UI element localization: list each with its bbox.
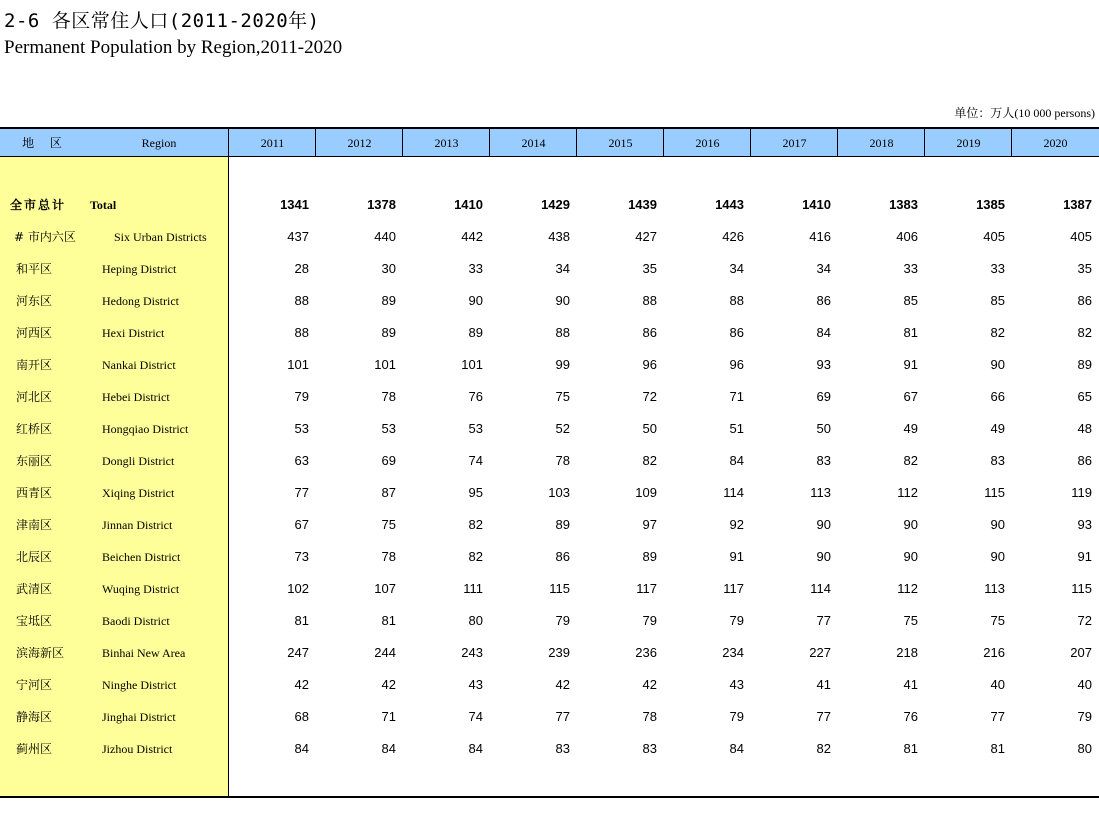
header-year-2016: 2016 [695, 136, 720, 150]
table-row [0, 605, 1099, 637]
population-value-2016: 426 [722, 229, 744, 244]
population-value-2011: 67 [294, 517, 309, 532]
region-name-cn: 河西区 [16, 326, 53, 340]
population-value-2019: 90 [990, 517, 1005, 532]
header-year-2018: 2018 [869, 136, 894, 150]
population-value-2015: 83 [642, 741, 657, 756]
region-name-cn: 滨海新区 [16, 646, 65, 660]
population-value-2011: 77 [294, 485, 309, 500]
region-name-en: Ninghe District [102, 678, 177, 692]
population-value-2018: 81 [903, 325, 918, 340]
population-value-2016: 96 [729, 357, 744, 372]
header-year-2019: 2019 [956, 136, 981, 150]
population-value-2016: 79 [729, 709, 744, 724]
header-region-en: Region [141, 136, 177, 150]
population-value-2017: 82 [816, 741, 831, 756]
population-value-2016: 234 [722, 645, 744, 660]
population-value-2017: 69 [816, 389, 831, 404]
population-value-2018: 75 [903, 613, 918, 628]
population-value-2013: 101 [461, 357, 483, 372]
population-value-2018: 33 [903, 261, 918, 276]
population-value-2013: 243 [461, 645, 483, 660]
population-value-2012: 440 [374, 229, 396, 244]
population-value-2014: 86 [555, 549, 570, 564]
population-value-2020: 119 [1071, 485, 1092, 500]
population-value-2014: 99 [555, 357, 570, 372]
population-value-2015: 82 [642, 453, 657, 468]
region-name-en: Jinnan District [102, 518, 173, 532]
population-value-2014: 75 [555, 389, 570, 404]
population-value-2014: 52 [555, 421, 570, 436]
population-value-2011: 101 [287, 357, 309, 372]
header-year-2014: 2014 [521, 136, 546, 150]
population-value-2011: 84 [294, 741, 309, 756]
population-value-2011: 437 [287, 229, 309, 244]
table-row [0, 573, 1099, 605]
population-value-2020: 65 [1077, 389, 1092, 404]
population-value-2013: 80 [468, 613, 483, 628]
population-value-2015: 109 [635, 485, 657, 500]
population-value-2012: 75 [381, 517, 396, 532]
region-name-cn: 全市总计 [10, 198, 67, 212]
table-row-total [0, 189, 1099, 221]
table-header [0, 127, 1099, 157]
population-value-2013: 90 [468, 293, 483, 308]
population-value-2011: 88 [294, 293, 309, 308]
table-row [0, 381, 1099, 413]
population-value-2019: 49 [990, 421, 1005, 436]
population-value-2020: 1387 [1063, 197, 1092, 212]
population-value-2015: 1439 [628, 197, 657, 212]
table-row [0, 701, 1099, 733]
population-value-2012: 30 [381, 261, 396, 276]
region-name-en: Total [90, 198, 117, 212]
population-value-2012: 89 [381, 293, 396, 308]
population-value-2019: 81 [990, 741, 1005, 756]
population-value-2015: 79 [642, 613, 657, 628]
population-value-2019: 75 [990, 613, 1005, 628]
population-value-2013: 111 [463, 581, 483, 596]
population-value-2020: 115 [1071, 581, 1092, 596]
population-value-2013: 442 [461, 229, 483, 244]
population-value-2013: 53 [468, 421, 483, 436]
population-value-2017: 86 [816, 293, 831, 308]
table-row [0, 317, 1099, 349]
population-value-2014: 34 [555, 261, 570, 276]
population-value-2014: 1429 [541, 197, 570, 212]
population-value-2013: 95 [468, 485, 483, 500]
population-value-2018: 85 [903, 293, 918, 308]
population-value-2012: 1378 [367, 197, 396, 212]
unit-label-en: (10 000 persons) [1014, 106, 1095, 120]
region-name-cn: 宝坻区 [16, 614, 53, 628]
population-value-2015: 50 [642, 421, 657, 436]
population-value-2014: 438 [548, 229, 570, 244]
region-name-en: Beichen District [102, 550, 181, 564]
population-value-2020: 93 [1077, 517, 1092, 532]
population-value-2012: 89 [381, 325, 396, 340]
population-value-2019: 77 [990, 709, 1005, 724]
population-value-2018: 41 [903, 677, 918, 692]
population-value-2013: 84 [468, 741, 483, 756]
population-value-2015: 72 [642, 389, 657, 404]
population-value-2013: 82 [468, 517, 483, 532]
population-value-2012: 71 [381, 709, 396, 724]
population-value-2012: 84 [381, 741, 396, 756]
population-value-2013: 89 [468, 325, 483, 340]
population-value-2019: 115 [984, 485, 1005, 500]
population-value-2014: 239 [548, 645, 570, 660]
population-value-2013: 1410 [454, 197, 483, 212]
region-name-cn: 北辰区 [16, 550, 53, 564]
population-value-2016: 114 [723, 485, 744, 500]
population-value-2011: 73 [294, 549, 309, 564]
population-value-2011: 79 [294, 389, 309, 404]
region-name-en: Baodi District [102, 614, 170, 628]
population-value-2014: 88 [555, 325, 570, 340]
header-year-2015: 2015 [608, 136, 633, 150]
population-value-2019: 33 [990, 261, 1005, 276]
population-value-2020: 89 [1077, 357, 1092, 372]
population-value-2019: 1385 [976, 197, 1005, 212]
header-year-2017: 2017 [782, 136, 807, 150]
population-value-2014: 79 [555, 613, 570, 628]
region-name-en: Xiqing District [102, 486, 175, 500]
population-value-2012: 81 [381, 613, 396, 628]
page-title-en: Permanent Population by Region,2011-2020 [4, 37, 343, 58]
header-year-2020: 2020 [1043, 136, 1068, 150]
population-value-2011: 102 [287, 581, 309, 596]
table-row [0, 669, 1099, 701]
population-value-2018: 49 [903, 421, 918, 436]
population-value-2013: 76 [468, 389, 483, 404]
population-value-2011: 42 [294, 677, 309, 692]
population-value-2018: 90 [903, 549, 918, 564]
population-value-2019: 216 [983, 645, 1005, 660]
population-value-2016: 51 [729, 421, 744, 436]
population-value-2020: 405 [1070, 229, 1092, 244]
population-value-2018: 76 [903, 709, 918, 724]
population-value-2016: 43 [729, 677, 744, 692]
population-value-2017: 77 [816, 613, 831, 628]
population-value-2020: 79 [1077, 709, 1092, 724]
population-value-2013: 74 [468, 453, 483, 468]
population-value-2018: 406 [896, 229, 918, 244]
population-value-2018: 82 [903, 453, 918, 468]
population-value-2019: 85 [990, 293, 1005, 308]
table-row [0, 285, 1099, 317]
region-name-en: Hexi District [102, 326, 165, 340]
population-value-2016: 88 [729, 293, 744, 308]
population-value-2016: 84 [729, 741, 744, 756]
population-value-2012: 78 [381, 549, 396, 564]
table-bottom-border [0, 796, 1099, 798]
population-value-2014: 83 [555, 741, 570, 756]
population-value-2016: 117 [723, 581, 744, 596]
region-name-cn: 蓟州区 [16, 742, 53, 756]
region-name-cn: 和平区 [16, 262, 53, 276]
population-value-2018: 112 [897, 485, 918, 500]
region-name-cn: 静海区 [16, 710, 53, 724]
population-value-2017: 34 [816, 261, 831, 276]
population-value-2019: 66 [990, 389, 1005, 404]
population-value-2017: 114 [810, 581, 831, 596]
population-value-2020: 48 [1077, 421, 1092, 436]
population-value-2018: 67 [903, 389, 918, 404]
region-name-en: Hedong District [102, 294, 179, 308]
region-name-en: Heping District [102, 262, 177, 276]
region-name-en: Dongli District [102, 454, 175, 468]
population-value-2016: 79 [729, 613, 744, 628]
unit-label [954, 104, 1095, 121]
region-name-en: Jizhou District [102, 742, 173, 756]
region-name-cn: 武清区 [16, 582, 53, 596]
population-value-2011: 247 [287, 645, 309, 660]
region-name-cn: 河东区 [16, 294, 53, 308]
table-row [0, 253, 1099, 285]
population-value-2019: 90 [990, 357, 1005, 372]
population-value-2019: 40 [990, 677, 1005, 692]
population-value-2020: 80 [1077, 741, 1092, 756]
population-value-2017: 93 [816, 357, 831, 372]
region-name-cn: 东丽区 [16, 454, 53, 468]
population-value-2012: 53 [381, 421, 396, 436]
population-value-2019: 83 [990, 453, 1005, 468]
population-value-2018: 81 [903, 741, 918, 756]
population-value-2012: 42 [381, 677, 396, 692]
header-region-cn: 地 区 [22, 136, 68, 150]
population-value-2014: 103 [548, 485, 570, 500]
region-name-en: Jinghai District [102, 710, 176, 724]
population-value-2012: 107 [374, 581, 396, 596]
population-value-2014: 115 [549, 581, 570, 596]
population-value-2016: 84 [729, 453, 744, 468]
population-value-2011: 81 [294, 613, 309, 628]
population-value-2014: 77 [555, 709, 570, 724]
population-value-2013: 74 [468, 709, 483, 724]
population-value-2018: 90 [903, 517, 918, 532]
population-value-2020: 82 [1077, 325, 1092, 340]
table-row [0, 445, 1099, 477]
table-row [0, 413, 1099, 445]
population-value-2015: 236 [635, 645, 657, 660]
population-value-2016: 92 [729, 517, 744, 532]
region-name-cn: 河北区 [16, 390, 53, 404]
region-name-cn: 南开区 [16, 358, 53, 372]
population-value-2011: 53 [294, 421, 309, 436]
region-name-cn: 宁河区 [16, 678, 53, 692]
population-value-2015: 42 [642, 677, 657, 692]
population-value-2015: 88 [642, 293, 657, 308]
population-value-2018: 91 [903, 357, 918, 372]
population-value-2017: 416 [809, 229, 831, 244]
population-value-2017: 227 [809, 645, 831, 660]
population-value-2017: 83 [816, 453, 831, 468]
region-name-en: Hebei District [102, 390, 170, 404]
population-value-2020: 35 [1077, 261, 1092, 276]
population-value-2015: 86 [642, 325, 657, 340]
population-value-2015: 96 [642, 357, 657, 372]
population-value-2013: 43 [468, 677, 483, 692]
population-value-2015: 89 [642, 549, 657, 564]
region-name-cn: 西青区 [16, 486, 53, 500]
population-value-2019: 405 [983, 229, 1005, 244]
table-row [0, 509, 1099, 541]
unit-label-cn: 单位：万人 [954, 106, 1015, 120]
region-name-cn: 红桥区 [16, 422, 53, 436]
population-value-2012: 69 [381, 453, 396, 468]
region-name-cn: 津南区 [16, 518, 53, 532]
population-value-2017: 41 [816, 677, 831, 692]
population-value-2020: 86 [1077, 453, 1092, 468]
population-value-2017: 90 [816, 549, 831, 564]
region-name-en: Hongqiao District [102, 422, 189, 436]
population-value-2014: 42 [555, 677, 570, 692]
region-name-en: Six Urban Districts [114, 230, 207, 244]
population-value-2020: 86 [1077, 293, 1092, 308]
table-row [0, 221, 1099, 253]
population-value-2018: 218 [896, 645, 918, 660]
table-row [0, 349, 1099, 381]
population-value-2014: 90 [555, 293, 570, 308]
table-row [0, 733, 1099, 765]
population-value-2012: 244 [374, 645, 396, 660]
population-value-2019: 90 [990, 549, 1005, 564]
population-value-2012: 101 [374, 357, 396, 372]
header-year-2011: 2011 [260, 136, 285, 150]
population-value-2013: 33 [468, 261, 483, 276]
population-value-2017: 90 [816, 517, 831, 532]
population-value-2016: 34 [729, 261, 744, 276]
population-value-2015: 97 [642, 517, 657, 532]
region-name-en: Nankai District [102, 358, 176, 372]
page-title-cn: 2-6 各区常住人口(2011-2020年) [4, 10, 320, 32]
population-value-2015: 35 [642, 261, 657, 276]
population-value-2020: 72 [1077, 613, 1092, 628]
region-name-en: Binhai New Area [102, 646, 186, 660]
population-value-2011: 63 [294, 453, 309, 468]
population-value-2014: 89 [555, 517, 570, 532]
population-value-2016: 91 [729, 549, 744, 564]
population-value-2019: 82 [990, 325, 1005, 340]
population-value-2013: 82 [468, 549, 483, 564]
region-name-en: Wuqing District [102, 582, 180, 596]
population-value-2012: 78 [381, 389, 396, 404]
population-value-2018: 1383 [889, 197, 918, 212]
region-name-cn: # 市内六区 [14, 230, 76, 244]
population-value-2011: 88 [294, 325, 309, 340]
population-value-2017: 77 [816, 709, 831, 724]
population-value-2011: 28 [294, 261, 309, 276]
population-value-2019: 113 [984, 581, 1005, 596]
population-value-2015: 117 [636, 581, 657, 596]
table-row [0, 637, 1099, 669]
population-value-2017: 1410 [802, 197, 831, 212]
population-value-2017: 113 [810, 485, 831, 500]
population-value-2018: 112 [897, 581, 918, 596]
header-year-2013: 2013 [434, 136, 459, 150]
header-year-2012: 2012 [347, 136, 372, 150]
population-value-2014: 78 [555, 453, 570, 468]
population-value-2011: 1341 [280, 197, 309, 212]
population-value-2017: 50 [816, 421, 831, 436]
population-value-2020: 91 [1077, 549, 1092, 564]
population-value-2016: 71 [729, 389, 744, 404]
table-row [0, 477, 1099, 509]
population-value-2020: 40 [1077, 677, 1092, 692]
table-row [0, 541, 1099, 573]
population-value-2015: 78 [642, 709, 657, 724]
population-value-2020: 207 [1070, 645, 1092, 660]
population-value-2016: 1443 [715, 197, 744, 212]
population-value-2017: 84 [816, 325, 831, 340]
population-value-2016: 86 [729, 325, 744, 340]
population-value-2015: 427 [635, 229, 657, 244]
population-value-2011: 68 [294, 709, 309, 724]
population-value-2012: 87 [381, 485, 396, 500]
